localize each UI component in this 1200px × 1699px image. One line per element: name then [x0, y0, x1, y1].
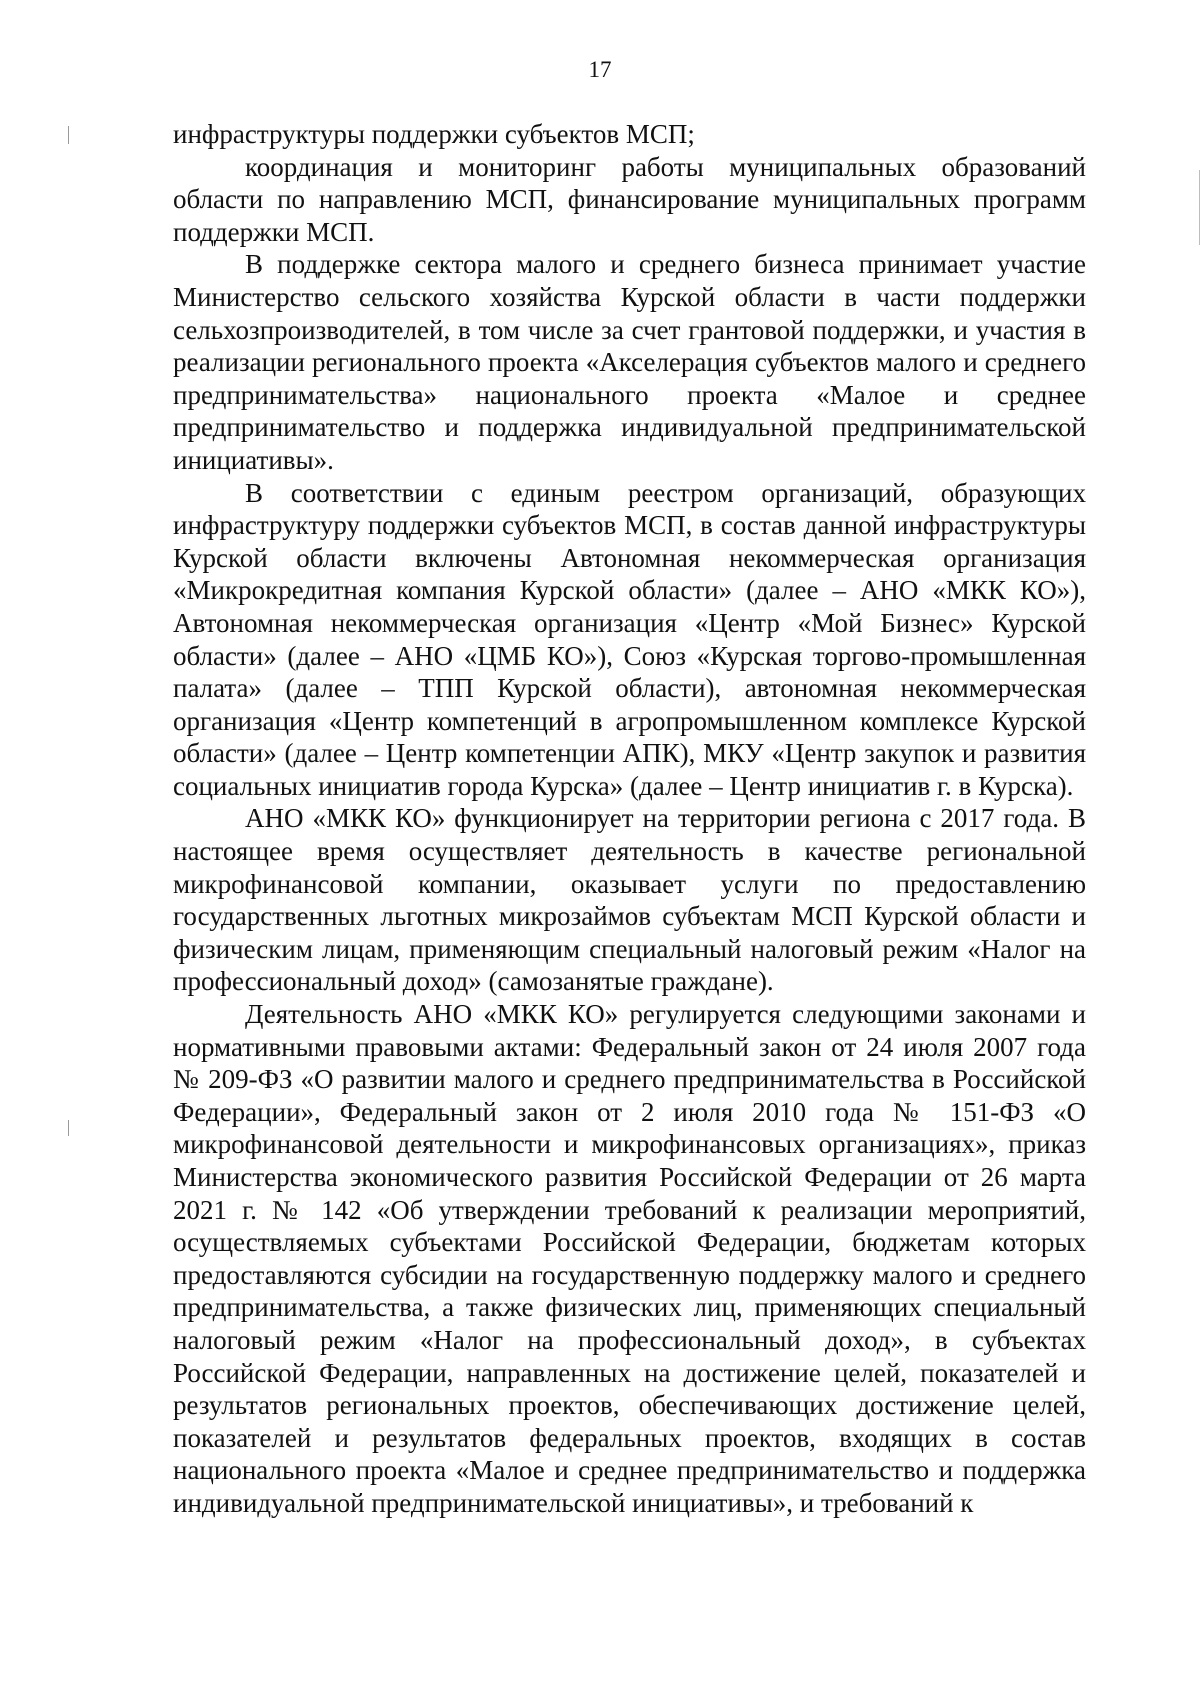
paragraph-2: координация и мониторинг работы муниципальных образований области по направлению МСП, финансирование муниципальных программ поддержки МСП.	[173, 151, 1086, 247]
paragraph-6: Деятельность АНО «МКК КО» регулируется следующими законами и нормативными правовыми актами: Федеральный закон от 24 июля 2007 года № 209-ФЗ «О развитии малого и среднего предпринимательства в Российской Федерации», Федеральный закон от 2 июля 2010 года № 151-ФЗ «О микрофинансовой деятельности и микрофинансовых организациях», приказ Министерства экономического развития Российской Федерации от 26 марта 2021 г. № 142 «Об утверждении требований к реализации мероприятий, осуществляемых субъектами Российской Федерации, бюджетам которых предоставляются субсидии на государственную поддержку малого и среднего предпринимательства, а также физических лиц, применяющих специальный налоговый режим «Налог на профессиональный доход», в субъектах Российской Федерации, направленных на достижение целей, показателей и результатов региональных проектов, обеспечивающих достижение целей, показателей и результатов федеральных проектов, входящих в состав национального проекта «Малое и среднее предпринимательство и поддержка индивидуальной предпринимательской инициативы», и требований к	[173, 999, 1086, 1518]
page-number: 17	[588, 57, 612, 82]
paragraph-3: В поддержке сектора малого и среднего бизнеса принимает участие Министерство сельского хозяйства Курской области в части поддержки сельхозпроизводителей, в том числе за счет грантовой поддержки, и участия в реализации регионального проекта «Акселерация субъектов малого и среднего предпринимательства» национального проекта «Малое и среднее предпринимательство и поддержка индивидуальной предпринимательской инициативы».	[173, 249, 1086, 475]
paragraph-5: АНО «МКК КО» функционирует на территории региона с 2017 года. В настоящее время осуществляет деятельность в качестве региональной микрофинансовой компании, оказывает услуги по предоставлению государственных льготных микрозаймов субъектам МСП Курской области и физическим лицам, применяющим специальный налоговый режим «Налог на профессиональный доход» (самозанятые граждане).	[173, 803, 1086, 997]
scan-mark	[68, 126, 69, 144]
paragraph-1: инфраструктуры поддержки субъектов МСП;	[173, 119, 695, 149]
scan-mark	[68, 1120, 69, 1136]
document-body	[173, 118, 1086, 1520]
paragraph-4: В соответствии с единым реестром организаций, образующих инфраструктуру поддержки субъектов МСП, в состав данной инфраструктуры Курской области включены Автономная некоммерческая организация «Микрокредитная компания Курской области» (далее – АНО «МКК КО»), Автономная некоммерческая организация «Центр «Мой Бизнес» Курской области» (далее – АНО «ЦМБ КО»), Союз «Курская торгово-промышленная палата» (далее – ТПП Курской области), автономная некоммерческая организация «Центр компетенций в агропромышленном комплексе Курской области» (далее – Центр компетенции АПК), МКУ «Центр закупок и развития социальных инициатив города Курска» (далее – Центр инициатив г. в Курска).	[173, 477, 1086, 801]
